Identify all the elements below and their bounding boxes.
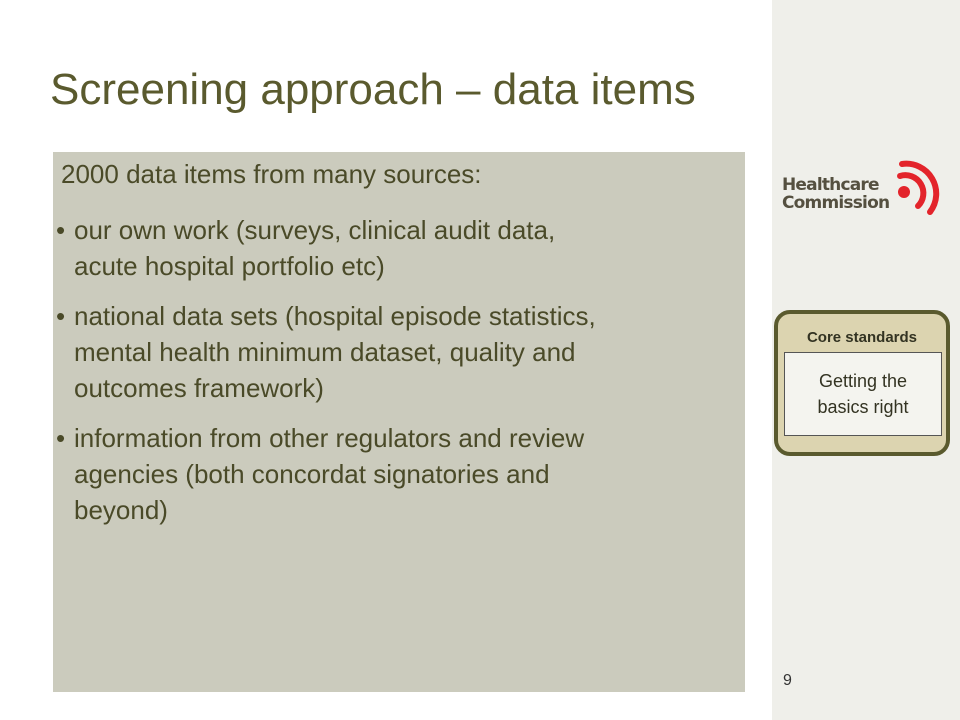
logo-mark-icon — [892, 160, 940, 224]
core-standards-text: Getting the basics right — [817, 371, 909, 417]
bullet-text: our own work (surveys, clinical audit data, acute hospital portfolio etc) — [74, 215, 556, 281]
bullet-text: national data sets (hospital episode statistics, mental health minimum dataset, quality and outcomes framework) — [74, 301, 596, 403]
logo-line-1: Healthcare — [782, 175, 879, 195]
bullet-icon: • — [56, 301, 66, 331]
intro-text: 2000 data items from many sources: — [61, 159, 482, 189]
page-number: 9 — [783, 672, 792, 689]
bullet-icon: • — [56, 215, 66, 245]
healthcare-commission-logo — [780, 160, 940, 224]
content-box — [53, 152, 745, 692]
core-standards-title: Core standards — [806, 329, 918, 346]
bullet-item — [53, 420, 733, 528]
bullet-text: information from other regulators and review agencies (both concordat signatories and beyond) — [74, 423, 585, 525]
slide-title: Screening approach – data items — [50, 65, 696, 114]
bullet-icon: • — [56, 423, 66, 453]
bullet-item — [53, 298, 733, 406]
logo-line-2: Commission — [782, 193, 890, 213]
bullet-list — [53, 212, 733, 542]
bullet-item — [53, 212, 733, 284]
core-standards-panel — [774, 310, 950, 456]
core-standards-content — [784, 352, 942, 436]
logo-text — [782, 176, 889, 212]
